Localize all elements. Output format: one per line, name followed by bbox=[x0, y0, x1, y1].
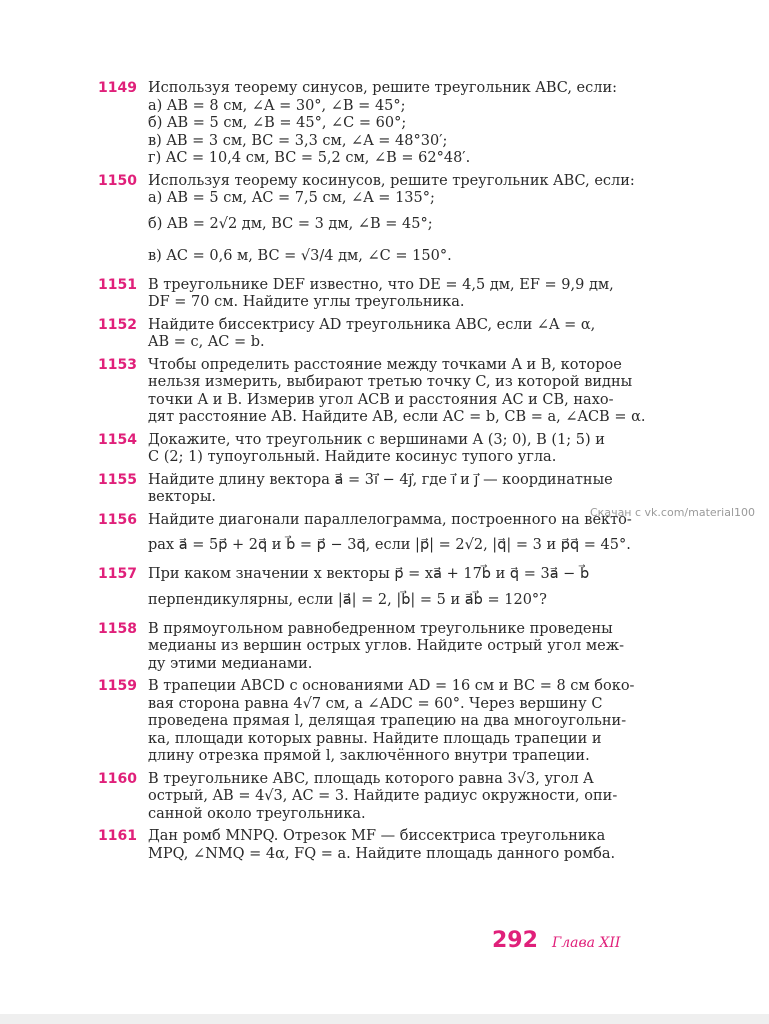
problem-1159 bbox=[98, 678, 710, 766]
problem-text-line: Дан ромб MNPQ. Отрезок MF — биссектриса треугольника bbox=[148, 828, 606, 844]
problem-number: 1150 bbox=[98, 172, 137, 189]
chapter-label: Глава XII bbox=[551, 935, 621, 951]
problem-text-line: ка, площади которых равны. Найдите площадь трапеции и bbox=[148, 730, 602, 747]
problem-1158 bbox=[98, 621, 710, 674]
scan-bottom-band bbox=[0, 1014, 769, 1024]
problem-text-line: в) AB = 3 см, BC = 3,3 см, ∠A = 48°30′; bbox=[148, 132, 448, 149]
problem-1161 bbox=[98, 828, 710, 863]
problem-1160 bbox=[98, 771, 710, 824]
problem-text-line: Используя теорему косинусов, решите треугольник ABC, если: bbox=[148, 172, 635, 189]
problem-1149 bbox=[98, 80, 710, 168]
problem-text-line: нельзя измерить, выбирают третью точку C, из которой видны bbox=[148, 374, 633, 390]
problem-text-line: В трапеции ABCD с основаниями AD = 16 см и BC = 8 см боко- bbox=[148, 678, 635, 694]
problem-text-line: В прямоугольном равнобедренном треугольнике проведены bbox=[148, 620, 613, 637]
problem-number: 1155 bbox=[98, 471, 137, 488]
problem-text-line: Найдите биссектрису AD треугольника ABC, если ∠A = α, bbox=[148, 316, 596, 333]
problem-number: 1161 bbox=[98, 828, 137, 844]
problem-number: 1154 bbox=[98, 431, 137, 448]
problem-text-line: проведена прямая l, делящая трапецию на два многоугольни- bbox=[148, 713, 627, 729]
problem-text-line: Найдите длину вектора a⃗ = 3i⃗ − 4j⃗, где i⃗ и j⃗ — координатные bbox=[148, 471, 613, 488]
problem-1157 bbox=[98, 566, 710, 616]
problem-text-line: В треугольнике ABC, площадь которого равна 3√3, угол A bbox=[148, 770, 594, 787]
problem-text-line: перпендикулярны, если |a⃗| = 2, |b⃗| = 5 и a⃗b⃗ = 120°? bbox=[148, 591, 547, 608]
problem-text-line: б) AB = 2√2 дм, BC = 3 дм, ∠B = 45°; bbox=[148, 215, 433, 232]
problem-text-line: санной около треугольника. bbox=[148, 805, 366, 822]
problem-text-line: точки A и B. Измерив угол ACB и расстояния AC и CB, нахо- bbox=[148, 391, 614, 408]
problem-text-line: При каком значении x векторы p⃗ = xa⃗ + 17b⃗ и q⃗ = 3a⃗ − b⃗ bbox=[148, 566, 590, 582]
problem-text-line: а) AB = 8 см, ∠A = 30°, ∠B = 45°; bbox=[148, 97, 406, 114]
watermark: Скачан с vk.com/material100 bbox=[590, 506, 756, 519]
problem-text-line: Докажите, что треугольник с вершинами A (3; 0), B (1; 5) и bbox=[148, 431, 605, 448]
problem-1151 bbox=[98, 277, 710, 312]
problem-text-line: Используя теорему синусов, решите треугольник ABC, если: bbox=[148, 80, 618, 96]
problem-text-line: острый, AB = 4√3, AC = 3. Найдите радиус окружности, опи- bbox=[148, 788, 618, 804]
page-footer bbox=[492, 928, 620, 953]
problem-text-line: векторы. bbox=[148, 489, 216, 505]
problem-number: 1152 bbox=[98, 316, 137, 333]
problem-text-line: MPQ, ∠NMQ = 4α, FQ = a. Найдите площадь данного ромба. bbox=[148, 845, 616, 862]
problem-text-line: в) AC = 0,6 м, BC = √3/4 дм, ∠C = 150°. bbox=[148, 247, 452, 264]
problem-list bbox=[98, 80, 710, 868]
problem-number: 1156 bbox=[98, 511, 137, 528]
problem-text-line: ду этими медианами. bbox=[148, 655, 313, 672]
problem-number: 1149 bbox=[98, 80, 137, 96]
page-number: 292 bbox=[492, 928, 538, 953]
problem-text-line: В треугольнике DEF известно, что DE = 4,5 дм, EF = 9,9 дм, bbox=[148, 276, 614, 293]
problem-text-line: длину отрезка прямой l, заключённого внутри трапеции. bbox=[148, 748, 590, 764]
problem-number: 1160 bbox=[98, 770, 137, 787]
problem-1150 bbox=[98, 173, 710, 272]
problem-text-line: Найдите диагонали параллелограмма, построенного на векто- bbox=[148, 511, 632, 528]
problem-text-line: а) AB = 5 см, AC = 7,5 см, ∠A = 135°; bbox=[148, 190, 435, 206]
problem-number: 1153 bbox=[98, 356, 137, 373]
problem-text-line: AB = c, AC = b. bbox=[148, 334, 265, 350]
problem-text-line: C (2; 1) тупоугольный. Найдите косинус тупого угла. bbox=[148, 449, 557, 465]
problem-text-line: вая сторона равна 4√7 см, а ∠ADC = 60°. Через вершину C bbox=[148, 695, 603, 712]
problem-number: 1158 bbox=[98, 620, 137, 637]
problem-text-line: рах a⃗ = 5p⃗ + 2q⃗ и b⃗ = p⃗ − 3q⃗, если |p⃗| = 2√2, |q⃗| = 3 и p⃗q⃗ = 45°. bbox=[148, 537, 631, 553]
problem-1154 bbox=[98, 432, 710, 467]
problem-text-line: г) AC = 10,4 см, BC = 5,2 см, ∠B = 62°48′. bbox=[148, 150, 471, 166]
problem-number: 1159 bbox=[98, 678, 137, 694]
problem-number: 1151 bbox=[98, 276, 137, 293]
problem-text-line: медианы из вершин острых углов. Найдите острый угол меж- bbox=[148, 638, 624, 654]
problem-1153 bbox=[98, 357, 710, 427]
problem-text-line: DF = 70 см. Найдите углы треугольника. bbox=[148, 294, 465, 310]
problem-number: 1157 bbox=[98, 566, 137, 582]
problem-text-line: Чтобы определить расстояние между точками A и B, которое bbox=[148, 356, 622, 373]
problem-text-line: б) AB = 5 см, ∠B = 45°, ∠C = 60°; bbox=[148, 115, 407, 131]
problem-text-line: дят расстояние AB. Найдите AB, если AC = b, CB = a, ∠ACB = α. bbox=[148, 409, 646, 425]
problem-1155 bbox=[98, 472, 710, 507]
problem-1152 bbox=[98, 317, 710, 352]
